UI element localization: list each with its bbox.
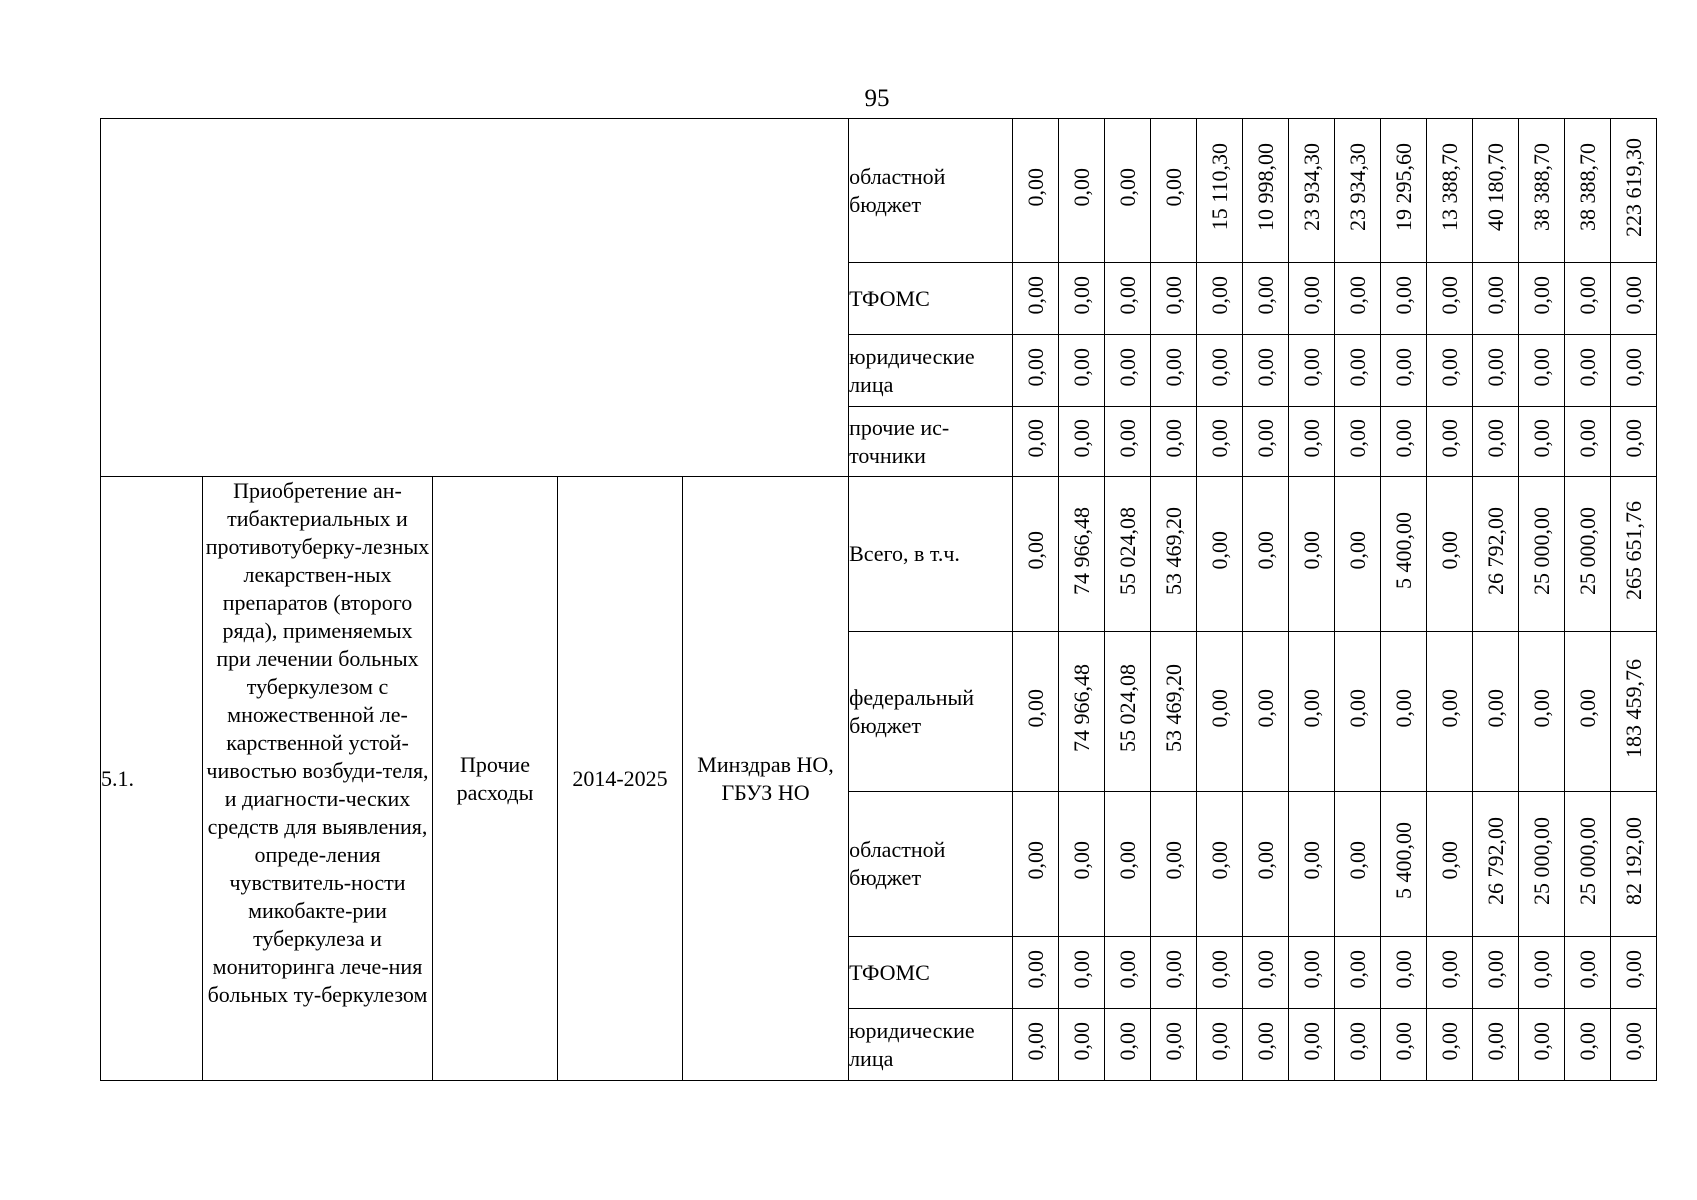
value-text: 0,00	[1022, 167, 1048, 207]
value-text: 0,00	[1252, 347, 1278, 387]
value-cell	[1381, 792, 1427, 937]
funding-source: областной бюджет	[849, 119, 1013, 263]
value-cell	[1151, 632, 1197, 792]
value-cell	[1105, 119, 1151, 263]
value-text: 0,00	[1252, 418, 1278, 458]
value-cell	[1059, 792, 1105, 937]
value-text: 0,00	[1206, 1021, 1232, 1061]
value-text: 0,00	[1022, 688, 1048, 728]
value-cell	[1243, 119, 1289, 263]
value-cell	[1013, 407, 1059, 477]
value-cell	[1565, 335, 1611, 407]
funding-source: юридические лица	[849, 335, 1013, 407]
value-text: 13 388,70	[1436, 143, 1462, 231]
value-text: 0,00	[1344, 1021, 1370, 1061]
value-text: 0,00	[1482, 418, 1508, 458]
value-text: 0,00	[1574, 347, 1600, 387]
value-cell	[1335, 477, 1381, 632]
value-cell	[1427, 335, 1473, 407]
value-text: 25 000,00	[1574, 816, 1600, 905]
value-text: 0,00	[1390, 1021, 1416, 1061]
value-cell	[1289, 792, 1335, 937]
value-text: 53 469,20	[1160, 664, 1186, 752]
value-text: 0,00	[1436, 275, 1462, 315]
value-cell	[1197, 407, 1243, 477]
value-cell	[1105, 263, 1151, 335]
value-cell	[1519, 119, 1565, 263]
value-text: 0,00	[1574, 1021, 1600, 1061]
value-text: 0,00	[1620, 418, 1646, 458]
value-text: 0,00	[1160, 418, 1186, 458]
funding-source: Всего, в т.ч.	[849, 477, 1013, 632]
value-text: 0,00	[1206, 688, 1232, 728]
value-cell	[1335, 119, 1381, 263]
value-cell	[1473, 1009, 1519, 1081]
value-text: 25 000,00	[1528, 506, 1554, 595]
value-text: 223 619,30	[1620, 137, 1646, 237]
value-cell	[1013, 632, 1059, 792]
value-text: 0,00	[1390, 275, 1416, 315]
value-cell	[1151, 119, 1197, 263]
value-text: 0,00	[1436, 841, 1462, 880]
value-cell	[1335, 632, 1381, 792]
value-cell	[1335, 335, 1381, 407]
value-text: 0,00	[1528, 418, 1554, 458]
value-cell	[1105, 477, 1151, 632]
value-text: 0,00	[1068, 949, 1094, 989]
value-cell	[1427, 1009, 1473, 1081]
value-text: 0,00	[1160, 949, 1186, 989]
value-text: 0,00	[1206, 418, 1232, 458]
value-cell	[1013, 335, 1059, 407]
value-text: 23 934,30	[1298, 143, 1324, 231]
value-cell	[1427, 119, 1473, 263]
value-text: 0,00	[1022, 347, 1048, 387]
value-cell	[1013, 937, 1059, 1009]
value-text: 0,00	[1344, 531, 1370, 570]
value-cell	[1151, 477, 1197, 632]
value-cell	[1289, 632, 1335, 792]
value-text: 0,00	[1160, 275, 1186, 315]
value-cell	[1473, 119, 1519, 263]
value-text: 0,00	[1528, 1021, 1554, 1061]
value-cell	[1565, 407, 1611, 477]
value-cell	[1151, 937, 1197, 1009]
value-cell	[1335, 263, 1381, 335]
value-text: 0,00	[1390, 347, 1416, 387]
value-cell	[1335, 792, 1381, 937]
value-cell	[1289, 1009, 1335, 1081]
value-text: 5 400,00	[1390, 822, 1416, 899]
value-cell	[1013, 119, 1059, 263]
value-text: 0,00	[1298, 531, 1324, 570]
value-text: 0,00	[1344, 275, 1370, 315]
value-text: 0,00	[1574, 949, 1600, 989]
value-text: 0,00	[1482, 1021, 1508, 1061]
value-text: 40 180,70	[1482, 143, 1508, 231]
value-cell	[1473, 263, 1519, 335]
value-text: 0,00	[1206, 949, 1232, 989]
value-text: 0,00	[1436, 418, 1462, 458]
value-cell	[1151, 407, 1197, 477]
value-text: 0,00	[1068, 347, 1094, 387]
funding-source: ТФОМС	[849, 937, 1013, 1009]
value-cell	[1059, 937, 1105, 1009]
value-text: 0,00	[1068, 167, 1094, 207]
budget-table	[100, 118, 1657, 1081]
value-cell	[1243, 407, 1289, 477]
value-text: 0,00	[1528, 347, 1554, 387]
value-cell	[1197, 263, 1243, 335]
value-cell	[1381, 407, 1427, 477]
item-description: Приобретение ан-тибактериальных и противотуберку-лезных лекарствен-ных препаратов (второго ряда), применяемых при лечении больных туберкулезом с множественной ле-карственной устой-чивостью возбуди-теля, и диагности-ческих средств для выявления, опреде-ления чувствитель-ности микобакте-рии туберкулеза и мониторинга лече-ния больных ту-беркулезом	[203, 477, 433, 1081]
continued-blank-cell	[101, 119, 849, 477]
funding-source: федеральный бюджет	[849, 632, 1013, 792]
value-cell	[1381, 335, 1427, 407]
value-cell	[1427, 263, 1473, 335]
value-cell	[1519, 407, 1565, 477]
value-text: 10 998,00	[1252, 143, 1278, 231]
value-cell	[1197, 792, 1243, 937]
value-cell	[1473, 407, 1519, 477]
value-text: 0,00	[1252, 688, 1278, 728]
value-cell	[1565, 792, 1611, 937]
value-text: 0,00	[1436, 949, 1462, 989]
value-text: 183 459,76	[1620, 658, 1646, 758]
value-cell	[1519, 263, 1565, 335]
value-cell	[1151, 263, 1197, 335]
value-text: 0,00	[1344, 688, 1370, 728]
value-cell	[1565, 937, 1611, 1009]
value-text: 0,00	[1068, 1021, 1094, 1061]
value-text: 0,00	[1252, 949, 1278, 989]
value-text: 53 469,20	[1160, 506, 1186, 595]
value-text: 0,00	[1252, 841, 1278, 880]
value-cell	[1151, 792, 1197, 937]
value-text: 0,00	[1252, 275, 1278, 315]
value-cell	[1289, 335, 1335, 407]
value-text: 0,00	[1160, 167, 1186, 207]
value-text: 15 110,30	[1206, 143, 1232, 231]
value-text: 0,00	[1482, 347, 1508, 387]
value-cell	[1427, 477, 1473, 632]
value-cell	[1013, 477, 1059, 632]
value-cell	[1289, 937, 1335, 1009]
value-text: 0,00	[1160, 347, 1186, 387]
value-cell	[1243, 477, 1289, 632]
funding-source: ТФОМС	[849, 263, 1013, 335]
value-text: 0,00	[1022, 418, 1048, 458]
value-text: 0,00	[1528, 275, 1554, 315]
expense-type: Прочие расходы	[433, 477, 558, 1081]
value-text: 0,00	[1068, 275, 1094, 315]
funding-source: прочие ис-точники	[849, 407, 1013, 477]
value-text: 38 388,70	[1574, 143, 1600, 231]
value-text: 0,00	[1298, 1021, 1324, 1061]
value-text: 0,00	[1298, 418, 1324, 458]
value-cell	[1105, 632, 1151, 792]
value-cell	[1611, 335, 1657, 407]
value-cell	[1289, 407, 1335, 477]
value-text: 0,00	[1068, 841, 1094, 880]
value-text: 0,00	[1114, 347, 1140, 387]
value-text: 0,00	[1620, 347, 1646, 387]
executor: Минздрав НО, ГБУЗ НО	[683, 477, 849, 1081]
value-text: 0,00	[1298, 949, 1324, 989]
value-cell	[1565, 477, 1611, 632]
value-cell	[1243, 1009, 1289, 1081]
item-code: 5.1.	[101, 477, 203, 1081]
value-cell	[1197, 632, 1243, 792]
value-cell	[1243, 937, 1289, 1009]
value-text: 0,00	[1482, 275, 1508, 315]
value-cell	[1565, 263, 1611, 335]
value-cell	[1611, 119, 1657, 263]
value-cell	[1427, 792, 1473, 937]
value-text: 0,00	[1344, 418, 1370, 458]
value-cell	[1105, 1009, 1151, 1081]
value-text: 55 024,08	[1114, 664, 1140, 752]
value-text: 0,00	[1390, 949, 1416, 989]
value-cell	[1059, 263, 1105, 335]
value-cell	[1565, 632, 1611, 792]
value-text: 74 966,48	[1068, 664, 1094, 752]
value-text: 0,00	[1022, 949, 1048, 989]
value-text: 0,00	[1574, 418, 1600, 458]
value-cell	[1243, 792, 1289, 937]
value-text: 0,00	[1344, 841, 1370, 880]
period: 2014-2025	[558, 477, 683, 1081]
value-cell	[1381, 1009, 1427, 1081]
value-text: 74 966,48	[1068, 506, 1094, 595]
value-text: 0,00	[1206, 347, 1232, 387]
value-text: 0,00	[1574, 688, 1600, 728]
value-cell	[1059, 119, 1105, 263]
value-cell	[1151, 335, 1197, 407]
value-cell	[1611, 632, 1657, 792]
value-cell	[1335, 407, 1381, 477]
value-cell	[1289, 119, 1335, 263]
value-text: 0,00	[1574, 275, 1600, 315]
value-text: 0,00	[1620, 275, 1646, 315]
value-cell	[1519, 937, 1565, 1009]
value-cell	[1197, 335, 1243, 407]
value-cell	[1243, 263, 1289, 335]
value-cell	[1381, 632, 1427, 792]
value-cell	[1059, 335, 1105, 407]
value-cell	[1013, 1009, 1059, 1081]
value-cell	[1105, 792, 1151, 937]
value-cell	[1381, 119, 1427, 263]
table-row	[101, 477, 1657, 632]
value-cell	[1197, 119, 1243, 263]
value-cell	[1381, 937, 1427, 1009]
value-text: 0,00	[1068, 418, 1094, 458]
value-text: 0,00	[1436, 347, 1462, 387]
value-cell	[1519, 1009, 1565, 1081]
funding-source: юридические лица	[849, 1009, 1013, 1081]
value-text: 38 388,70	[1528, 143, 1554, 231]
value-cell	[1519, 335, 1565, 407]
value-cell	[1473, 477, 1519, 632]
value-cell	[1197, 937, 1243, 1009]
value-text: 0,00	[1344, 347, 1370, 387]
value-text: 0,00	[1114, 841, 1140, 880]
table-row	[101, 119, 1657, 263]
value-text: 0,00	[1344, 949, 1370, 989]
value-text: 0,00	[1390, 418, 1416, 458]
value-cell	[1197, 477, 1243, 632]
value-text: 265 651,76	[1620, 501, 1646, 600]
value-text: 0,00	[1482, 949, 1508, 989]
value-text: 0,00	[1114, 418, 1140, 458]
value-cell	[1427, 937, 1473, 1009]
value-cell	[1013, 792, 1059, 937]
value-text: 0,00	[1114, 275, 1140, 315]
value-cell	[1427, 407, 1473, 477]
value-text: 23 934,30	[1344, 143, 1370, 231]
value-text: 0,00	[1298, 841, 1324, 880]
value-text: 0,00	[1298, 688, 1324, 728]
value-text: 0,00	[1620, 949, 1646, 989]
value-cell	[1427, 632, 1473, 792]
value-text: 0,00	[1022, 1021, 1048, 1061]
value-text: 0,00	[1206, 531, 1232, 570]
value-cell	[1059, 407, 1105, 477]
value-cell	[1381, 477, 1427, 632]
value-text: 0,00	[1436, 1021, 1462, 1061]
value-cell	[1059, 477, 1105, 632]
value-text: 0,00	[1160, 841, 1186, 880]
value-text: 0,00	[1298, 275, 1324, 315]
value-text: 0,00	[1114, 167, 1140, 207]
page-number: 95	[864, 85, 890, 112]
value-cell	[1105, 407, 1151, 477]
value-cell	[1519, 477, 1565, 632]
value-text: 0,00	[1298, 347, 1324, 387]
value-cell	[1151, 1009, 1197, 1081]
value-cell	[1611, 792, 1657, 937]
value-cell	[1335, 1009, 1381, 1081]
value-cell	[1473, 632, 1519, 792]
value-cell	[1105, 335, 1151, 407]
value-cell	[1519, 632, 1565, 792]
value-text: 0,00	[1160, 1021, 1186, 1061]
value-text: 26 792,00	[1482, 816, 1508, 905]
value-text: 0,00	[1252, 1021, 1278, 1061]
value-text: 55 024,08	[1114, 506, 1140, 595]
value-text: 0,00	[1482, 688, 1508, 728]
value-text: 5 400,00	[1390, 512, 1416, 589]
value-cell	[1473, 335, 1519, 407]
value-text: 19 295,60	[1390, 143, 1416, 231]
value-text: 25 000,00	[1528, 816, 1554, 905]
value-text: 82 192,00	[1620, 816, 1646, 905]
value-text: 0,00	[1206, 275, 1232, 315]
value-text: 0,00	[1528, 688, 1554, 728]
value-cell	[1473, 937, 1519, 1009]
value-text: 0,00	[1252, 531, 1278, 570]
value-text: 0,00	[1436, 688, 1462, 728]
value-cell	[1519, 792, 1565, 937]
value-cell	[1013, 263, 1059, 335]
value-cell	[1105, 937, 1151, 1009]
value-cell	[1611, 263, 1657, 335]
value-cell	[1611, 1009, 1657, 1081]
value-text: 0,00	[1114, 1021, 1140, 1061]
value-cell	[1289, 477, 1335, 632]
value-text: 25 000,00	[1574, 506, 1600, 595]
funding-source: областной бюджет	[849, 792, 1013, 937]
value-text: 0,00	[1528, 949, 1554, 989]
value-text: 0,00	[1114, 949, 1140, 989]
value-text: 0,00	[1436, 531, 1462, 570]
value-cell	[1611, 937, 1657, 1009]
value-cell	[1565, 119, 1611, 263]
value-text: 0,00	[1390, 688, 1416, 728]
value-text: 0,00	[1620, 1021, 1646, 1061]
value-cell	[1243, 335, 1289, 407]
table-body	[101, 119, 1657, 1081]
value-cell	[1381, 263, 1427, 335]
value-cell	[1059, 1009, 1105, 1081]
value-cell	[1197, 1009, 1243, 1081]
value-cell	[1289, 263, 1335, 335]
value-cell	[1059, 632, 1105, 792]
value-text: 0,00	[1206, 841, 1232, 880]
value-cell	[1243, 632, 1289, 792]
value-cell	[1611, 477, 1657, 632]
value-text: 0,00	[1022, 841, 1048, 880]
value-text: 0,00	[1022, 275, 1048, 315]
value-cell	[1565, 1009, 1611, 1081]
value-text: 26 792,00	[1482, 506, 1508, 595]
value-cell	[1335, 937, 1381, 1009]
value-text: 0,00	[1022, 531, 1048, 570]
value-cell	[1611, 407, 1657, 477]
value-cell	[1473, 792, 1519, 937]
